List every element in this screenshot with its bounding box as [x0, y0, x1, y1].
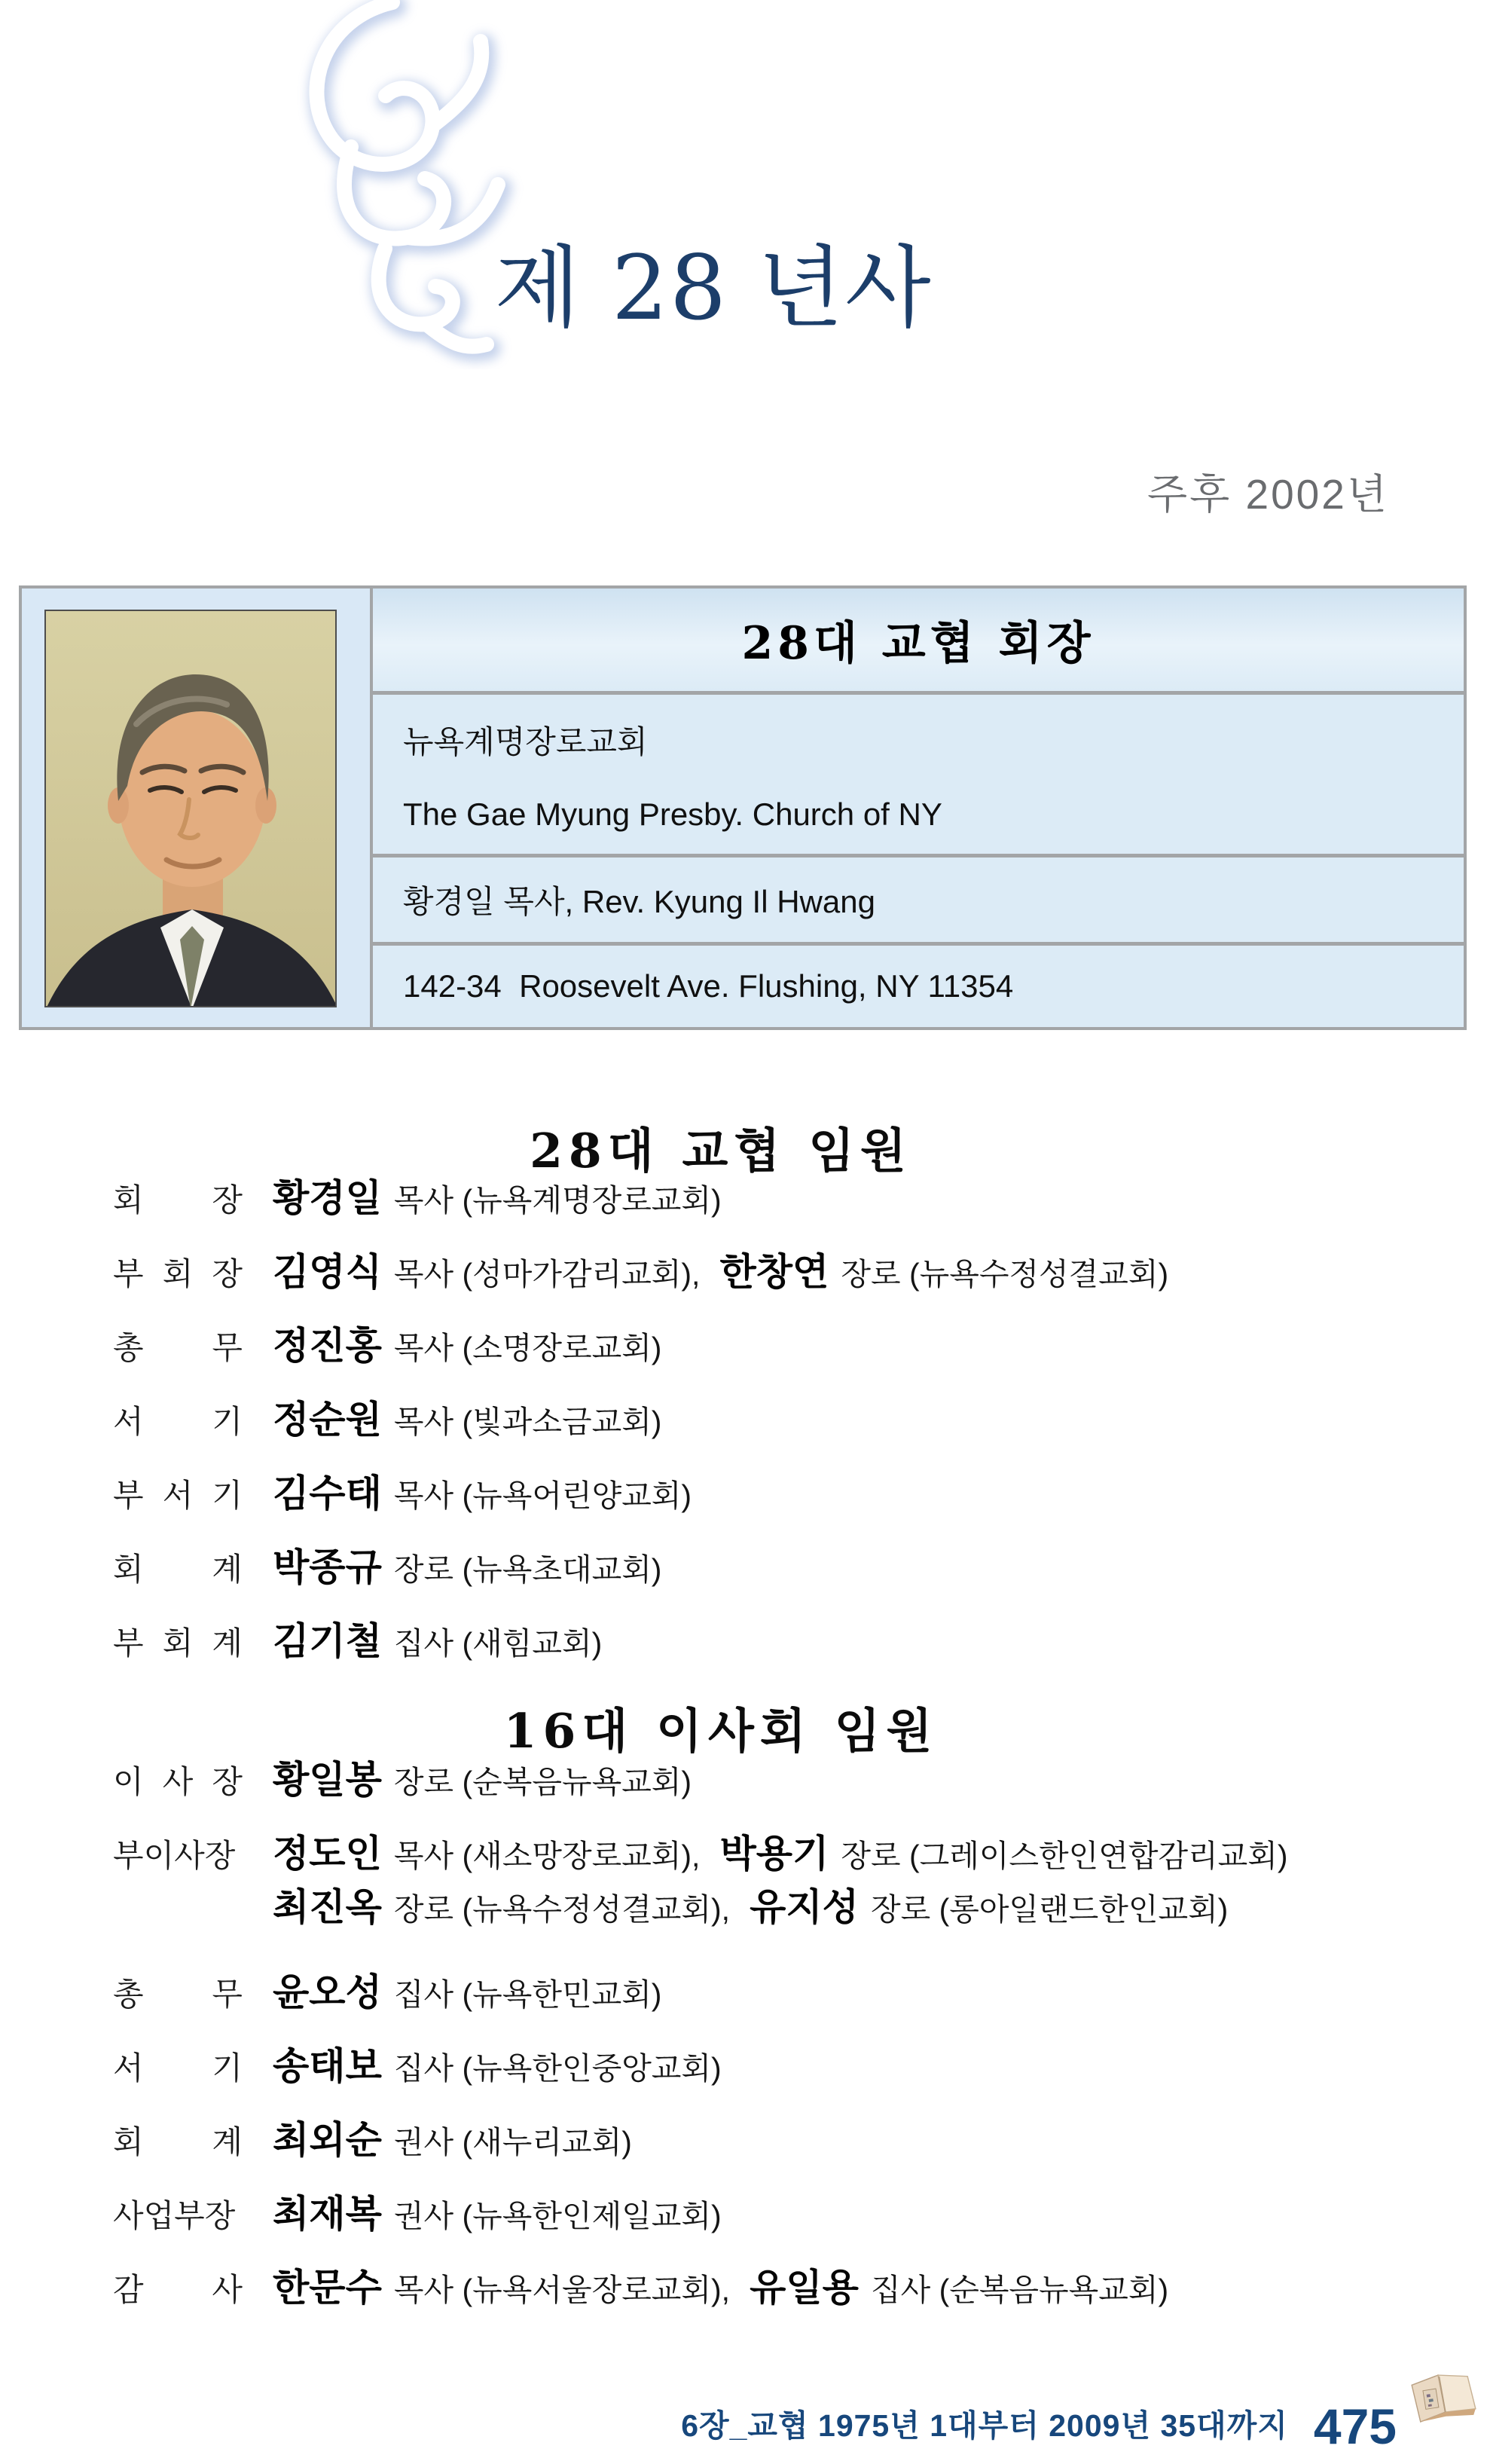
church-name-english: The Gae Myung Presby. Church of NY [403, 796, 942, 832]
church-name-korean: 뉴욕계명장로교회 [403, 724, 648, 760]
footer-page-number: 475 [1313, 2398, 1397, 2454]
officer-desc: 집사 (새힘교회) [393, 1626, 603, 1661]
officer-name: 유지성 [750, 1885, 859, 1929]
president-card-details [373, 588, 1464, 1027]
officer-desc: 목사 (뉴욕서울장로교회), [393, 2273, 731, 2307]
officer-role-label: 서 기 [113, 2050, 243, 2086]
footer-chapter-label: 6장_교협 1975년 1대부터 2009년 35대까지 [681, 2408, 1288, 2443]
officer-name: 한창연 [719, 1249, 829, 1294]
year-label: 주후 2002년 [1147, 471, 1389, 518]
officer-desc: 목사 (성마가감리교회), [393, 1257, 701, 1292]
book-icon [1407, 2368, 1479, 2431]
officer-row [113, 2191, 1431, 2246]
officer-name: 황경일 [273, 1175, 382, 1220]
officer-name: 최외순 [273, 2117, 382, 2162]
officer-desc: 장로 (뉴욕수정성결교회), [393, 1892, 731, 1927]
officer-role-label: 부 회 장 [113, 1256, 243, 1292]
officer-desc: 장로 (순복음뉴욕교회) [393, 1765, 692, 1799]
officer-desc: 목사 (뉴욕어린양교회) [393, 1478, 692, 1513]
officer-role-label: 이 사 장 [113, 1764, 243, 1799]
officer-desc: 장로 (그레이스한인연합감리교회) [841, 1839, 1288, 1873]
officer-role-label: 부 서 기 [113, 1478, 243, 1513]
officer-row [113, 1175, 1431, 1230]
officer-desc: 권사 (뉴욕한인제일교회) [393, 2199, 722, 2233]
officer-role-label: 회 장 [113, 1182, 243, 1218]
officer-desc: 목사 (뉴욕계명장로교회) [393, 1183, 722, 1218]
church-address-row [373, 946, 1464, 1027]
officer-row [113, 1397, 1431, 1452]
pastor-name-row [373, 858, 1464, 942]
page-title: 제 28 년사 [494, 236, 933, 340]
officer-row [113, 1471, 1431, 1526]
officer-name: 김기철 [273, 1619, 382, 1663]
officer-name: 최진옥 [273, 1885, 382, 1929]
officer-name: 정진홍 [273, 1323, 382, 1368]
officer-row [113, 1249, 1431, 1304]
officer-name: 박종규 [273, 1545, 382, 1589]
officer-role-label: 부이사장 [113, 1838, 236, 1873]
officer-desc: 목사 (새소망장로교회), [393, 1839, 701, 1873]
officer-name: 황일봉 [273, 1757, 382, 1802]
officer-name: 송태보 [273, 2044, 382, 2088]
officer-row [113, 1545, 1431, 1600]
president-card [19, 585, 1467, 1030]
officer-desc: 장로 (뉴욕수정성결교회) [841, 1257, 1169, 1292]
officer-desc: 목사 (소명장로교회) [393, 1331, 662, 1365]
portrait-photo [44, 610, 337, 1007]
president-card-header: 28대 교협 회장 [373, 588, 1464, 691]
council-officers-list [113, 1175, 1431, 1692]
officer-name: 윤오성 [273, 1970, 382, 2014]
officer-row [113, 1323, 1431, 1378]
officer-desc: 집사 (뉴욕한인중앙교회) [393, 2051, 722, 2086]
council-officers-heading: 28대 교협 임원 [530, 1123, 912, 1179]
officer-desc: 장로 (뉴욕초대교회) [393, 1552, 662, 1587]
officer-role-label: 총 무 [113, 1330, 243, 1365]
officer-role-label: 감 사 [113, 2272, 243, 2307]
officer-name: 정순원 [273, 1397, 382, 1441]
officer-role-label: 회 계 [113, 1551, 243, 1587]
officer-row [113, 1831, 1431, 1886]
officer-name: 정도인 [273, 1831, 382, 1876]
officer-row [113, 1970, 1431, 2025]
church-name-row [373, 695, 1464, 854]
officer-row [113, 1757, 1431, 1812]
officer-role-label: 사업부장 [113, 2198, 236, 2233]
officer-row-continuation [113, 1885, 1431, 1940]
officer-name: 김영식 [273, 1249, 382, 1294]
church-address: 142-34 Roosevelt Ave. Flushing, NY 11354 [403, 968, 1014, 1004]
board-officers-heading: 16대 이사회 임원 [503, 1703, 939, 1759]
officer-desc: 장로 (롱아일랜드한인교회) [870, 1892, 1229, 1927]
officer-row [113, 1619, 1431, 1674]
portrait-panel [22, 588, 373, 1027]
officer-row [113, 2117, 1431, 2172]
officer-row [113, 2044, 1431, 2099]
officer-role-label: 총 무 [113, 1976, 243, 2012]
officer-desc: 권사 (새누리교회) [393, 2125, 632, 2160]
page-footer [681, 2398, 1397, 2454]
board-officers-list [113, 1757, 1431, 2339]
officer-role-label: 회 계 [113, 2124, 243, 2160]
officer-role-label: 부 회 계 [113, 1625, 243, 1661]
officer-name: 한문수 [273, 2265, 382, 2310]
portrait-illustration [46, 611, 337, 1007]
officer-role-label: 서 기 [113, 1404, 243, 1439]
officer-name: 최재복 [273, 2191, 382, 2236]
officer-desc: 집사 (순복음뉴욕교회) [870, 2273, 1169, 2307]
officer-desc: 목사 (빛과소금교회) [393, 1405, 662, 1439]
officer-name: 김수태 [273, 1471, 382, 1515]
officer-desc: 집사 (뉴욕한민교회) [393, 1977, 662, 2012]
officer-row [113, 2265, 1431, 2320]
pastor-name: 황경일 목사, Rev. Kyung Il Hwang [403, 884, 875, 919]
officer-name: 박용기 [719, 1831, 829, 1876]
officer-name: 유일용 [750, 2265, 859, 2310]
